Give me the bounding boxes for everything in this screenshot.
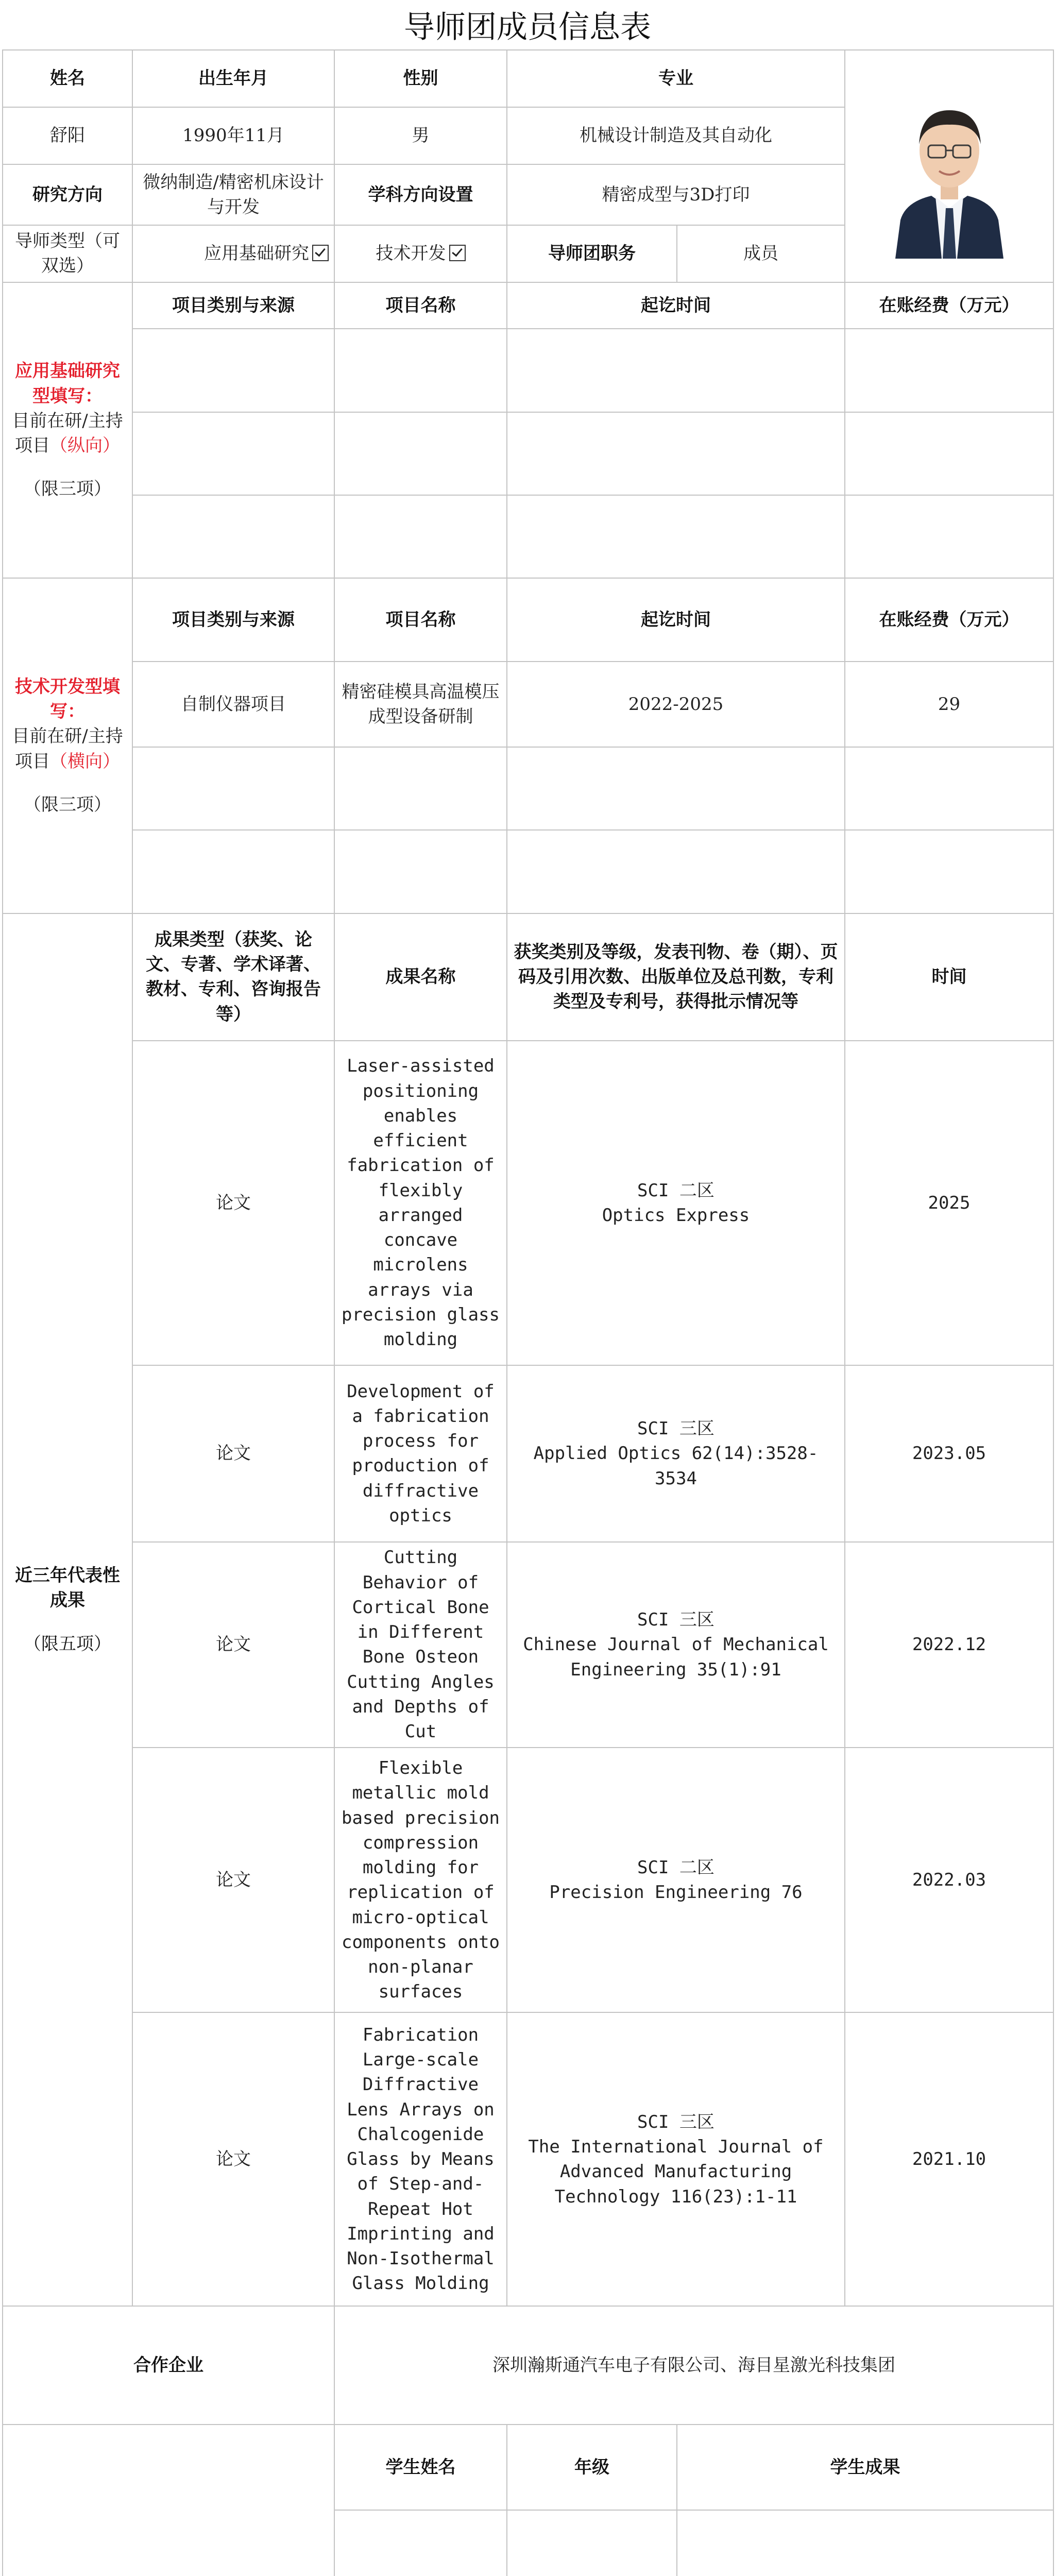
tech-row-1-period: 2022-2025 [507, 662, 845, 747]
discipline-value: 精密成型与3D打印 [507, 164, 845, 225]
birth-label: 出生年月 [132, 50, 334, 107]
mentor-type-option-basic [132, 225, 334, 282]
duty-label: 导师团职务 [507, 225, 677, 282]
ach-1-journal: Optics Express [602, 1205, 750, 1226]
discipline-label: 学科方向设置 [334, 164, 507, 225]
achievements-title: 近三年代表性成果 [15, 1565, 120, 1611]
ach-3-name: Cutting Behavior of Cortical Bone in Different Bone Osteon Cutting Angles and Depths of Cut [334, 1542, 507, 1748]
table-row [3, 1365, 1053, 1542]
ach-4-type: 论文 [132, 1748, 334, 2012]
basic-header-period: 起讫时间 [507, 282, 845, 329]
major-value: 机械设计制造及其自动化 [507, 107, 845, 164]
tech-row-1-category: 自制仪器项目 [132, 662, 334, 747]
basic-row-1-category [132, 329, 334, 412]
name-value: 舒阳 [3, 107, 132, 164]
tech-header-name: 项目名称 [334, 578, 507, 661]
table-row [3, 1542, 1053, 1748]
tech-row-2-category [132, 747, 334, 830]
ach-2-journal: Applied Optics 62(14):3528-3534 [533, 1443, 819, 1489]
grad-header-name: 学生姓名 [334, 2425, 507, 2510]
ach-5-name: Fabrication Large-scale Diffractive Lens Arrays on Chalcogenide Glass by Means of Step-and-Repeat Hot Imprinting and Non-Isothermal Glass Molding [334, 2012, 507, 2306]
photo-cell [845, 50, 1053, 282]
basic-row-1-period [507, 329, 845, 412]
tech-header-funding: 在账经费（万元） [845, 578, 1053, 661]
ach-3-type: 论文 [132, 1542, 334, 1748]
basic-row-2-funding [845, 412, 1053, 495]
basic-research-limit: （限三项） [24, 479, 111, 500]
ach-header-time: 时间 [845, 913, 1053, 1041]
tech-header-period: 起讫时间 [507, 578, 845, 661]
ach-2-name: Development of a fabrication process for production of diffractive optics [334, 1365, 507, 1542]
tech-dev-section [3, 578, 132, 913]
basic-row-2-name [334, 412, 507, 495]
grad-header-grade: 年级 [507, 2425, 677, 2510]
ach-5-time: 2021.10 [845, 2012, 1053, 2306]
basic-row-3-category [132, 495, 334, 578]
ach-1-name: Laser-assisted positioning enables efficient fabrication of flexibly arranged concave microlens arrays via precision glass molding [334, 1041, 507, 1365]
checked-box-icon [312, 245, 329, 261]
ach-3-detail [507, 1542, 845, 1748]
ach-1-time: 2025 [845, 1041, 1053, 1365]
basic-row-3-funding [845, 495, 1053, 578]
research-value: 微纳制造/精密机床设计与开发 [132, 164, 334, 225]
basic-row-2-category [132, 412, 334, 495]
tech-dev-limit: （限三项） [24, 794, 111, 815]
tech-dev-subtitle: 目前在研/主持项目 [12, 726, 123, 772]
ach-4-level: SCI 二区 [637, 1857, 714, 1878]
basic-header-funding: 在账经费（万元） [845, 282, 1053, 329]
page-title: 导师团成员信息表 [404, 9, 651, 45]
tech-row-3-category [132, 830, 334, 913]
achievements-limit: （限五项） [24, 1633, 111, 1654]
tech-dev-title: 技术开发型填写： [15, 676, 120, 722]
ach-1-level: SCI 二区 [637, 1180, 714, 1201]
tech-row-1-funding: 29 [845, 662, 1053, 747]
mentor-info-form [2, 49, 1054, 2576]
grad-row-1-name [334, 2510, 507, 2576]
tech-row-3-period [507, 830, 845, 913]
basic-row-3-period [507, 495, 845, 578]
birth-value: 1990年11月 [132, 107, 334, 164]
cooperation-label: 合作企业 [3, 2306, 334, 2425]
ach-3-level: SCI 三区 [637, 1609, 714, 1631]
ach-1-type: 论文 [132, 1041, 334, 1365]
cooperation-value: 深圳瀚斯通汽车电子有限公司、海目星激光科技集团 [334, 2306, 1053, 2425]
grad-header-achievements: 学生成果 [677, 2425, 1053, 2510]
gender-label: 性别 [334, 50, 507, 107]
basic-research-section [3, 282, 132, 579]
ach-3-time: 2022.12 [845, 1542, 1053, 1748]
basic-row-1-funding [845, 329, 1053, 412]
duty-value: 成员 [677, 225, 845, 282]
basic-row-2-period [507, 412, 845, 495]
ach-header-type: 成果类型（获奖、论文、专著、学术译著、教材、专利、咨询报告等） [132, 913, 334, 1041]
table-row [3, 2012, 1053, 2306]
ach-4-journal: Precision Engineering 76 [549, 1882, 803, 1903]
basic-row-3-name [334, 495, 507, 578]
ach-header-name: 成果名称 [334, 913, 507, 1041]
ach-5-type: 论文 [132, 2012, 334, 2306]
mentor-type-label: 导师类型（可双选） [3, 225, 132, 282]
ach-5-detail [507, 2012, 845, 2306]
tech-row-2-name [334, 747, 507, 830]
grad-row-1-grade [507, 2510, 677, 2576]
table-row [3, 1041, 1053, 1365]
ach-4-time: 2022.03 [845, 1748, 1053, 2012]
ach-2-type: 论文 [132, 1365, 334, 1542]
tech-row-1-name: 精密硅模具高温模压成型设备研制 [334, 662, 507, 747]
graduates-label [3, 2425, 334, 2576]
tech-row-2-period [507, 747, 845, 830]
ach-5-level: SCI 三区 [637, 2111, 714, 2132]
tech-row-3-name [334, 830, 507, 913]
mentor-type-tech-text: 技术开发 [376, 243, 446, 264]
tech-header-category: 项目类别与来源 [132, 578, 334, 661]
research-label: 研究方向 [3, 164, 132, 225]
name-label: 姓名 [3, 50, 132, 107]
mentor-type-option-tech [334, 225, 507, 282]
ach-4-name: Flexible metallic mold based precision compression molding for replication of micro-optical components onto non-planar surfaces [334, 1748, 507, 2012]
major-label: 专业 [507, 50, 845, 107]
tech-row-2-funding [845, 747, 1053, 830]
ach-1-detail [507, 1041, 845, 1365]
tech-row-3-funding [845, 830, 1053, 913]
ach-2-detail [507, 1365, 845, 1542]
table-row [3, 1748, 1053, 2012]
basic-header-category: 项目类别与来源 [132, 282, 334, 329]
mentor-type-basic-text: 应用基础研究 [204, 243, 309, 264]
ach-5-journal: The International Journal of Advanced Manufacturing Technology 116(23):1-11 [528, 2137, 824, 2207]
ach-2-level: SCI 三区 [637, 1418, 714, 1439]
ach-3-journal: Chinese Journal of Mechanical Engineering 35(1):91 [523, 1634, 829, 1680]
gender-value: 男 [334, 107, 507, 164]
basic-header-name: 项目名称 [334, 282, 507, 329]
ach-2-time: 2023.05 [845, 1365, 1053, 1542]
tech-dev-tag: （横向） [50, 751, 120, 772]
basic-row-1-name [334, 329, 507, 412]
basic-research-subtitle: 目前在研/主持项目 [12, 410, 123, 456]
portrait-photo [875, 73, 1024, 259]
checked-box-icon [449, 245, 466, 261]
grad-row-1-achievements [677, 2510, 1053, 2576]
ach-4-detail [507, 1748, 845, 2012]
basic-research-title: 应用基础研究型填写： [15, 361, 120, 406]
ach-header-detail: 获奖类别及等级，发表刊物、卷（期）、页码及引用次数、出版单位及总刊数，专利类型及专利号，获得批示情况等 [507, 913, 845, 1041]
achievements-section [3, 913, 132, 2306]
basic-research-tag: （纵向） [50, 435, 120, 456]
